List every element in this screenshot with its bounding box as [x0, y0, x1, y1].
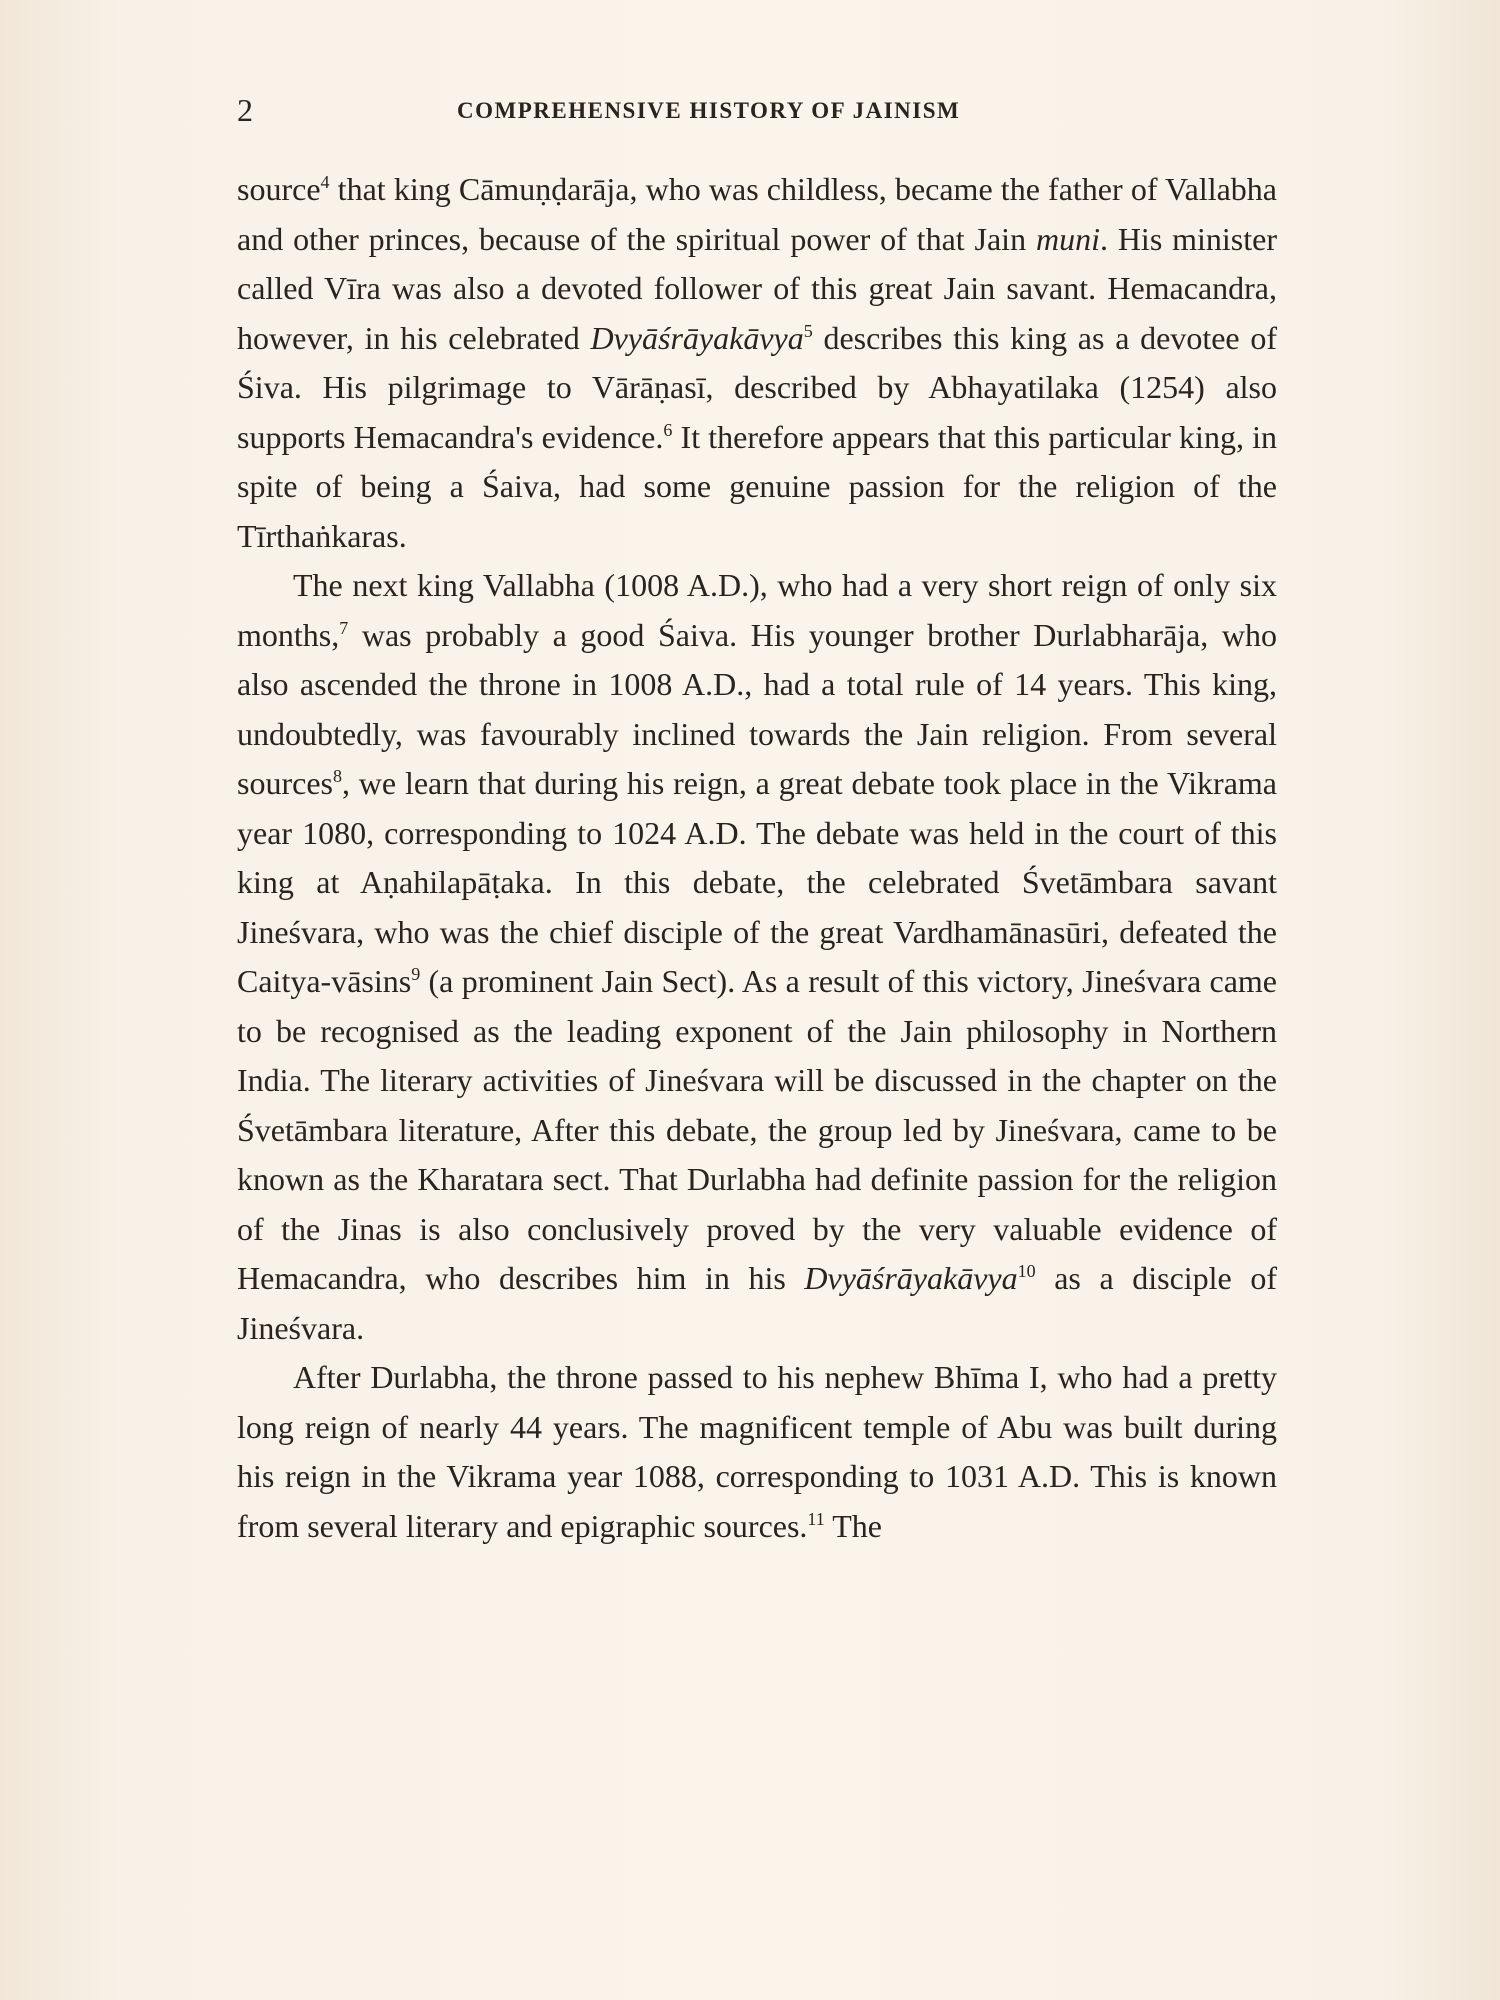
text-run: source — [237, 171, 321, 207]
text-run: that king Cāmuṇḍarāja, who was childless, became the father of Vallabha and other princes, because of the spiritual power of that Jain — [237, 171, 1277, 257]
footnote-marker: 7 — [339, 617, 349, 638]
body-text — [237, 165, 1277, 1551]
footnote-marker: 9 — [411, 964, 421, 984]
page-number: 2 — [237, 92, 253, 128]
text-run: It therefore appears that this particular king, in spite of being a Śaiva, had some genuine passion for the religion of the Tīrthaṅkaras. — [237, 418, 1278, 554]
paragraph — [237, 165, 1277, 561]
text-run: describes this king as a devotee of Śiva. His pilgrimage to Vārāṇasī, described by Abhayatilaka (1254) also supports Hemacandra's evidence. — [237, 319, 1278, 455]
running-title: COMPREHENSIVE HISTORY OF JAINISM — [457, 98, 961, 123]
italic-term: muni — [1035, 220, 1100, 257]
paragraph — [237, 1353, 1277, 1551]
text-run: (a prominent Jain Sect). As a result of this victory, Jineśvara came to be recognised as the leading exponent of the Jain philosophy in Northern India. The literary activities of Jineśvara will be discussed in the chapter on the Śvetāmbara literature, After this debate, the group led by Jineśvara, came to be known as the Kharatara sect. That Durlabha had definite passion for the religion of the Jinas is also conclusively proved by the very valuable evidence of Hemacandra, who describes him in his — [237, 963, 1277, 1296]
italic-term: Dvyāśrāyakāvya — [590, 319, 804, 356]
footnote-marker: 10 — [1017, 1261, 1036, 1281]
footnote-marker: 6 — [663, 419, 673, 440]
italic-term: Dvyāśrāyakāvya — [804, 1260, 1018, 1296]
page-header — [237, 90, 1277, 130]
text-run: The next king Vallabha (1008 A.D.), who had a very short reign of only six months, — [237, 567, 1277, 653]
text-run: as a disciple of Jineśvara. — [237, 1260, 1277, 1346]
footnote-marker: 8 — [332, 766, 342, 786]
text-run: The — [824, 1507, 882, 1544]
footnote-marker: 11 — [807, 1508, 825, 1529]
text-run: After Durlabha, the throne passed to his nephew Bhīma I, who had a pretty long reign of nearly 44 years. The magnificent temple of Abu was built during his reign in the Vikrama year 1088, corresponding to 1031 A.D. This is known from several literary and epigraphic sources. — [237, 1359, 1277, 1544]
footnote-marker: 4 — [320, 172, 330, 192]
text-run: was probably a good Śaiva. His younger brother Durlabharāja, who also ascended the throne in 1008 A.D., had a total rule of 14 years. This king, undoubtedly, was favourably inclined towards the Jain religion. From several sources — [237, 616, 1277, 801]
text-run: , we learn that during his reign, a great debate took place in the Vikrama year 1080, corresponding to 1024 A.D. The debate was held in the court of this king at Aṇahilapāṭaka. In this debate, the celebrated Śvetāmbara savant Jineśvara, who was the chief disciple of the great Vardhamānasūri, defeated the Caitya-vāsins — [237, 765, 1277, 999]
footnote-marker: 5 — [803, 320, 813, 341]
text-run: . His minister called Vīra was also a devoted follower of this great Jain savant. Hemacandra, however, in his celebrated — [237, 220, 1278, 356]
paragraph — [237, 561, 1277, 1353]
